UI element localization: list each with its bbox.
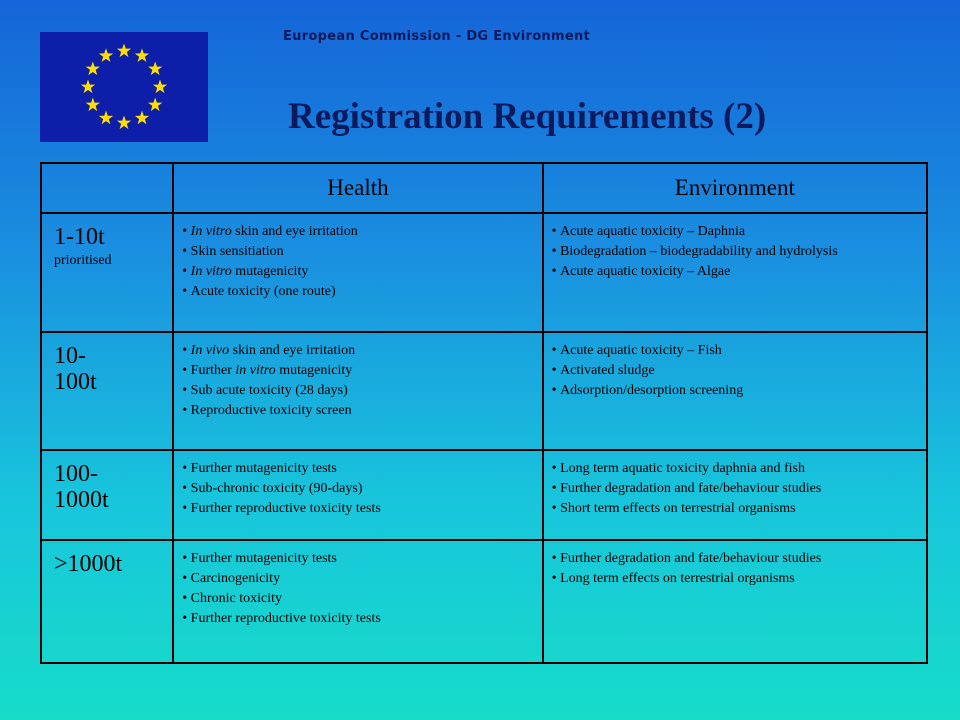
tonnage-cell bbox=[41, 332, 173, 451]
eu-flag-icon bbox=[40, 32, 208, 142]
health-requirement: • Further mutagenicity tests bbox=[182, 549, 535, 569]
tonnage-label: 100t bbox=[54, 368, 97, 395]
environment-requirement: • Acute aquatic toxicity – Fish bbox=[552, 341, 920, 361]
health-cell bbox=[173, 450, 542, 540]
column-header-health: Health bbox=[173, 163, 542, 213]
health-requirement: • Reproductive toxicity screen bbox=[182, 401, 535, 421]
table-row bbox=[41, 450, 927, 540]
star-icon bbox=[99, 48, 113, 62]
environment-requirement: • Long term aquatic toxicity daphnia and fish bbox=[552, 459, 920, 479]
environment-requirement: • Short term effects on terrestrial organisms bbox=[552, 499, 920, 519]
environment-requirement: • Acute aquatic toxicity – Algae bbox=[552, 262, 920, 282]
environment-requirement: • Adsorption/desorption screening bbox=[552, 381, 920, 401]
table-row bbox=[41, 540, 927, 663]
environment-cell bbox=[543, 213, 927, 332]
star-icon bbox=[117, 116, 131, 130]
tonnage-label: 1000t bbox=[54, 487, 109, 514]
health-requirement: • Acute toxicity (one route) bbox=[182, 282, 535, 302]
tonnage-cell bbox=[41, 540, 173, 663]
health-requirement: • Carcinogenicity bbox=[182, 569, 535, 589]
environment-requirement: • Activated sludge bbox=[552, 361, 920, 381]
star-icon bbox=[99, 111, 113, 125]
health-cell bbox=[173, 213, 542, 332]
star-icon bbox=[86, 98, 100, 112]
health-requirement: • In vivo skin and eye irritation bbox=[182, 341, 535, 361]
tonnage-cell bbox=[41, 450, 173, 540]
requirements-table bbox=[40, 162, 928, 664]
environment-cell bbox=[543, 540, 927, 663]
environment-requirement: • Further degradation and fate/behaviour studies bbox=[552, 549, 920, 569]
health-requirement: • Chronic toxicity bbox=[182, 589, 535, 609]
tonnage-note: prioritised bbox=[54, 253, 112, 268]
health-cell bbox=[173, 540, 542, 663]
star-icon bbox=[148, 98, 162, 112]
eu-stars bbox=[40, 32, 208, 142]
environment-requirement: • Biodegradation – biodegradability and hydrolysis bbox=[552, 242, 920, 262]
tonnage-cell bbox=[41, 213, 173, 332]
health-requirement: • Further reproductive toxicity tests bbox=[182, 499, 535, 519]
tonnage-label: 100- bbox=[54, 461, 98, 488]
star-icon bbox=[153, 80, 167, 94]
tonnage-label: 10- bbox=[54, 342, 86, 369]
table-header-row bbox=[41, 163, 927, 213]
environment-requirement: • Acute aquatic toxicity – Daphnia bbox=[552, 222, 920, 242]
health-requirement: • Skin sensitiation bbox=[182, 242, 535, 262]
health-requirement: • Further reproductive toxicity tests bbox=[182, 609, 535, 629]
health-requirement: • Further mutagenicity tests bbox=[182, 459, 535, 479]
organization-label: European Commission - DG Environment bbox=[283, 29, 591, 44]
star-icon bbox=[148, 62, 162, 76]
column-header-tonnage bbox=[41, 163, 173, 213]
health-requirement: • In vitro skin and eye irritation bbox=[182, 222, 535, 242]
table-row bbox=[41, 213, 927, 332]
page-title: Registration Requirements (2) bbox=[288, 96, 767, 137]
health-requirement: • Further in vitro mutagenicity bbox=[182, 361, 535, 381]
star-icon bbox=[135, 48, 149, 62]
health-requirement: • Sub acute toxicity (28 days) bbox=[182, 381, 535, 401]
tonnage-label: 1-10t bbox=[54, 224, 105, 250]
star-icon bbox=[86, 62, 100, 76]
environment-requirement: • Long term effects on terrestrial organisms bbox=[552, 569, 920, 589]
column-header-environment: Environment bbox=[543, 163, 927, 213]
environment-cell bbox=[543, 450, 927, 540]
environment-requirement: • Further degradation and fate/behaviour studies bbox=[552, 479, 920, 499]
star-icon bbox=[135, 111, 149, 125]
star-icon bbox=[81, 80, 95, 94]
tonnage-label: >1000t bbox=[54, 551, 123, 578]
health-requirement: • Sub-chronic toxicity (90-days) bbox=[182, 479, 535, 499]
health-requirement: • In vitro mutagenicity bbox=[182, 262, 535, 282]
health-cell bbox=[173, 332, 542, 451]
table-row bbox=[41, 332, 927, 451]
environment-cell bbox=[543, 332, 927, 451]
star-icon bbox=[117, 44, 131, 58]
